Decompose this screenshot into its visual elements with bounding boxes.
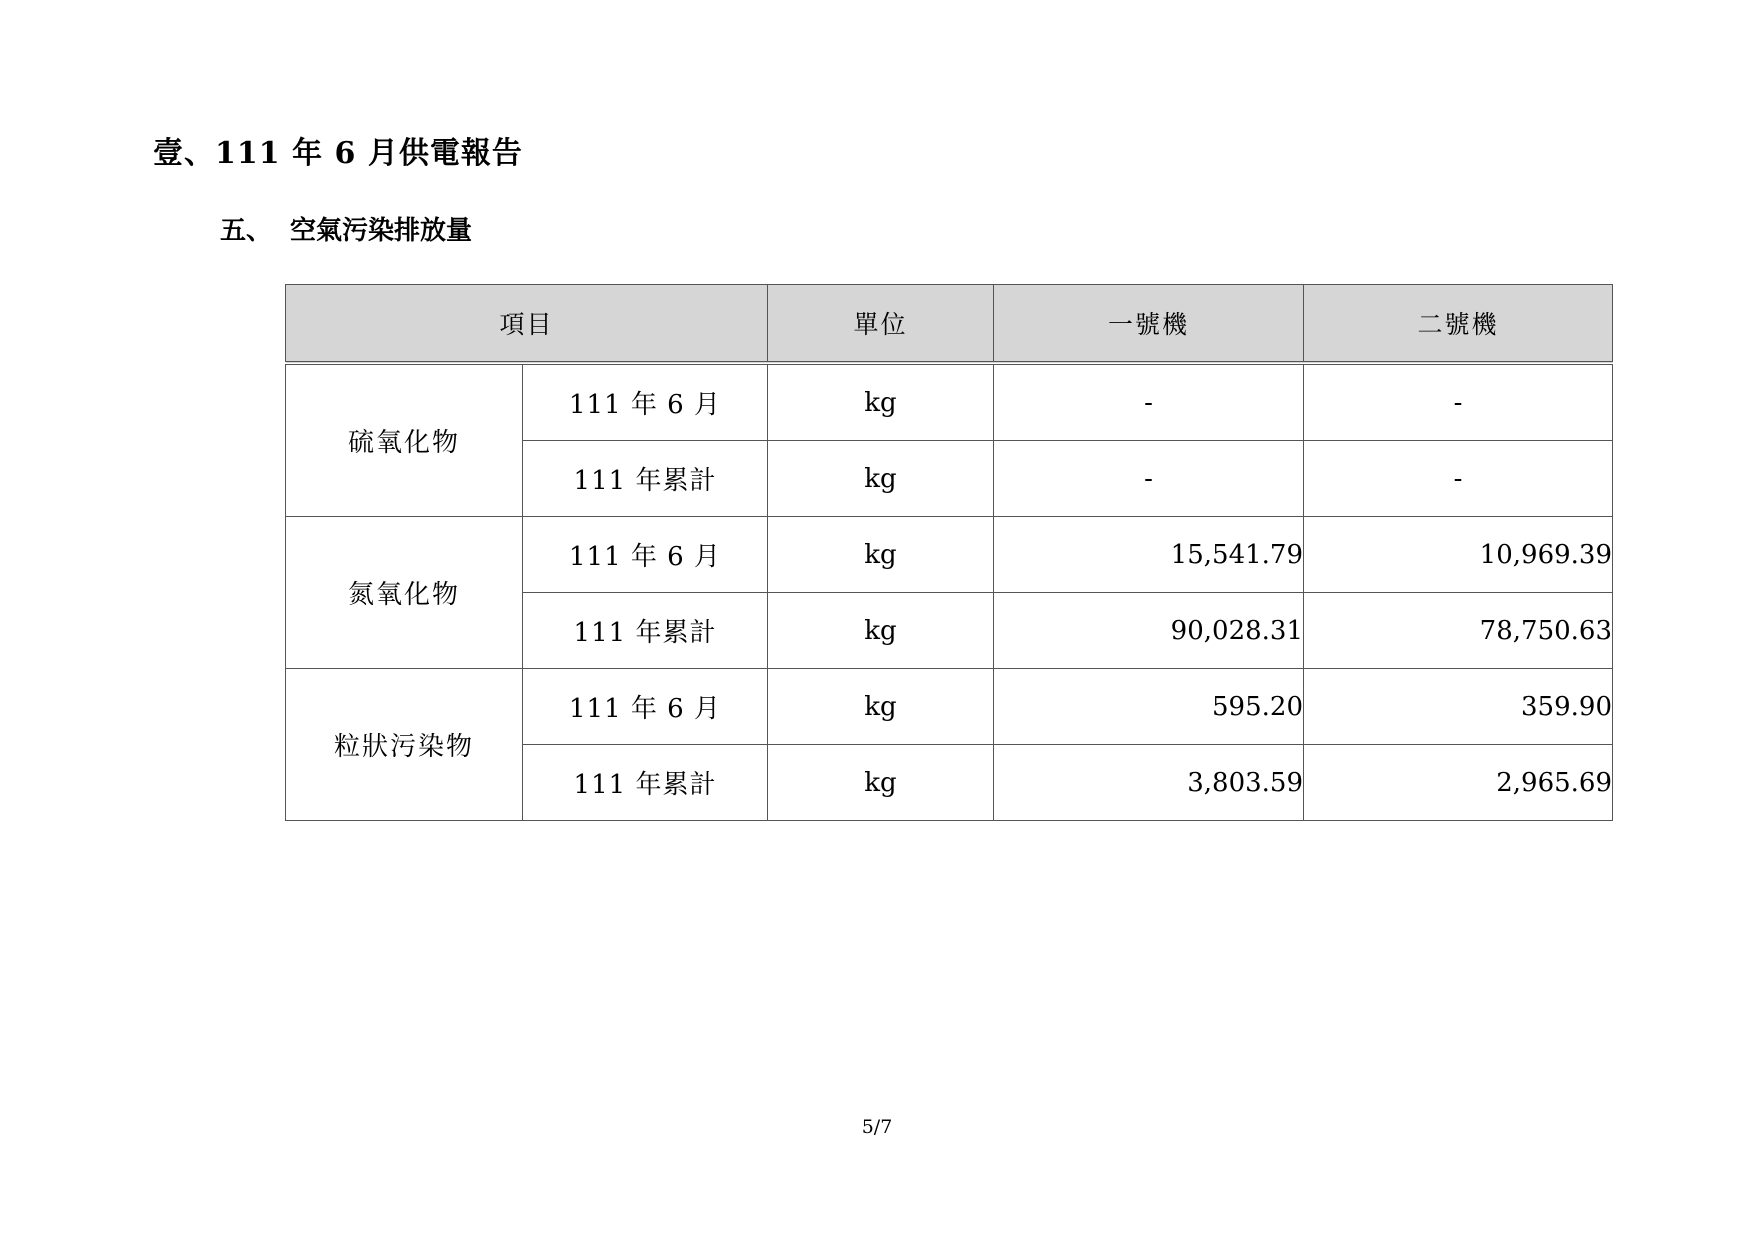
- section-number: 五、: [220, 216, 273, 246]
- category-cell: 硫氧化物: [286, 363, 523, 517]
- unit-cell: kg: [768, 669, 994, 745]
- emissions-table: [285, 284, 1613, 821]
- unit1-value: -: [994, 441, 1304, 517]
- table-row: [286, 517, 1613, 593]
- unit2-value: 2,965.69: [1304, 745, 1613, 821]
- page-number: 5/7: [861, 1116, 893, 1138]
- unit-cell: kg: [768, 593, 994, 669]
- category-cell: 粒狀污染物: [286, 669, 523, 821]
- category-cell: 氮氧化物: [286, 517, 523, 669]
- section-title: [220, 210, 472, 247]
- header-unit1: 一號機: [994, 285, 1304, 364]
- period-cell: 111 年累計: [523, 441, 768, 517]
- header-unit: 單位: [768, 285, 994, 364]
- table-row: [286, 669, 1613, 745]
- unit-cell: kg: [768, 745, 994, 821]
- period-cell: 111 年 6 月: [523, 363, 768, 441]
- period-cell: 111 年 6 月: [523, 517, 768, 593]
- unit1-value: 90,028.31: [994, 593, 1304, 669]
- period-cell: 111 年 6 月: [523, 669, 768, 745]
- unit2-value: 10,969.39: [1304, 517, 1613, 593]
- unit2-value: 359.90: [1304, 669, 1613, 745]
- period-cell: 111 年累計: [523, 745, 768, 821]
- header-item: 項目: [286, 285, 768, 364]
- header-unit2: 二號機: [1304, 285, 1613, 364]
- unit2-value: -: [1304, 441, 1613, 517]
- unit1-value: 15,541.79: [994, 517, 1304, 593]
- section-title-text: 空氣污染排放量: [290, 216, 473, 246]
- unit1-value: -: [994, 363, 1304, 441]
- table-header-row: [286, 285, 1613, 364]
- unit2-value: -: [1304, 363, 1613, 441]
- table-row: [286, 363, 1613, 441]
- unit-cell: kg: [768, 363, 994, 441]
- period-cell: 111 年累計: [523, 593, 768, 669]
- unit-cell: kg: [768, 441, 994, 517]
- main-title: 壹、111 年 6 月供電報告: [153, 136, 523, 171]
- unit2-value: 78,750.63: [1304, 593, 1613, 669]
- unit1-value: 3,803.59: [994, 745, 1304, 821]
- unit-cell: kg: [768, 517, 994, 593]
- unit1-value: 595.20: [994, 669, 1304, 745]
